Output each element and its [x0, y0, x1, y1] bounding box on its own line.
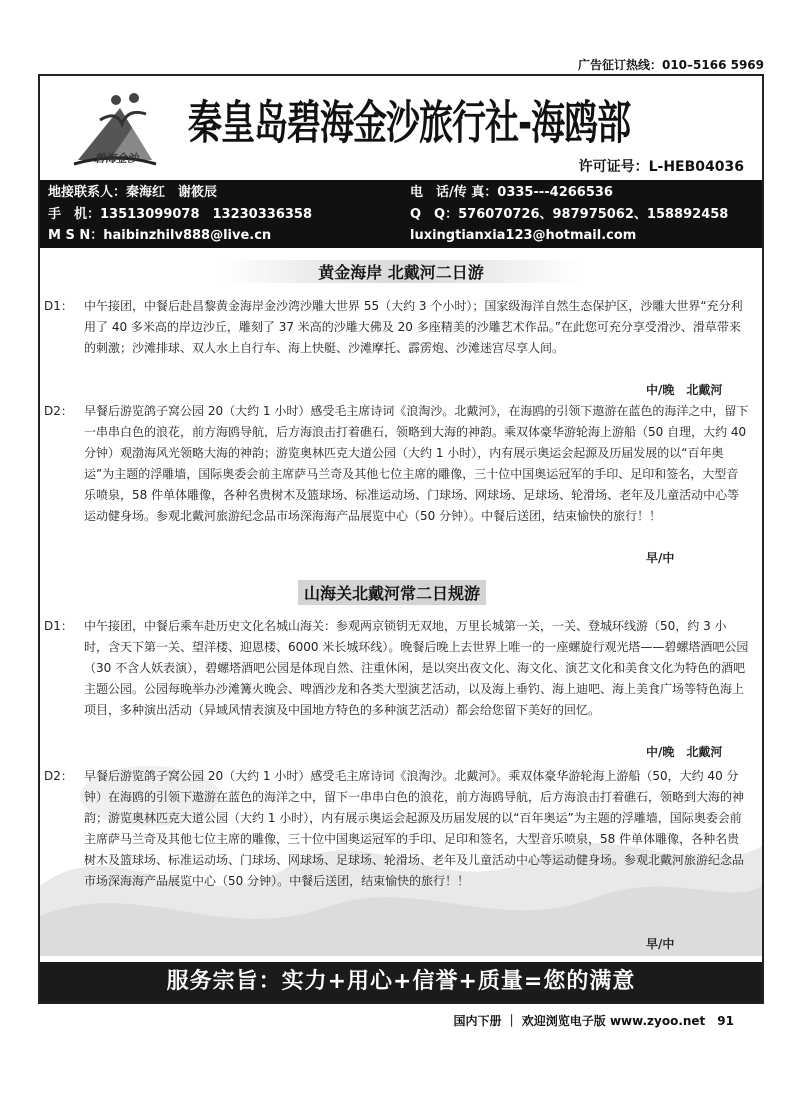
license-number: 许可证号：L-HEB04036: [578, 159, 744, 175]
tour1-d2-meal: 早/中: [646, 551, 675, 565]
tour1-d2-label: D2：: [44, 404, 73, 418]
mobile: 手 机：13513099078 13230336358: [48, 207, 312, 222]
msn: M S N：haibinzhilv888@live.cn: [48, 228, 272, 243]
tour1-d1-text: 中午接团，中餐后赴昌黎黄金海岸金沙湾沙雕大世界 55（大约 3 个小时）；国家级海洋自然生态保护区，沙雕大世界“充分利用了 40 多米高的岸边沙丘，雕刻了 37 米高的沙雕大佛及 20 多座精美的沙雕艺术作品。”在此您可充分享受滑沙、滑草带来的刺激；沙滩排球、双人水上自行车、海上快艇、沙滩摩托、霹雳炮、沙滩迷宫尽享人间。: [84, 299, 743, 355]
phone-fax: 电 话/传 真：0335---4266536: [410, 185, 613, 200]
ad-hotline: 广告征订热线：010–5166 5969: [577, 58, 764, 72]
qq: Q Q：576070726、987975062、158892458: [410, 207, 729, 222]
ad-frame: [38, 74, 764, 1004]
email: luxingtianxia123@hotmail.com: [410, 228, 637, 243]
tour2-d2-label: D2：: [44, 769, 73, 783]
tour1-d1-meal: 中/晚 北戴河: [646, 383, 723, 397]
tour2-d2-meal: 早/中: [646, 937, 675, 951]
contact-block: [40, 180, 762, 248]
logo-text: 碧海金沙: [94, 152, 138, 165]
tour2-d2-text: 早餐后游览鸽子窝公园 20（大约 1 小时）感受毛主席诗词《浪淘沙。北戴河》。乘双体豪华游轮海上游船（50，大约 40 分钟）在海鸥的引领下遨游在蓝色的海洋之中，留下一串串白色的浪花，前方海鸥导航，后方海浪击打着礁石，领略到大海的神韵；游览奥林匹克大道公园（大约 1 小时），内有展示奥运会起源及历届发展的以“百年奥运”为主题的浮雕墙，国际奥委会前主席萨马兰奇及其他七位主席的雕像，三十位中国奥运冠军的手印、足印和签名，大型音乐喷泉，58 件单体雕像，各种名贵树木及篮球场、标准运动场、门球场、网球场、足球场、轮滑场、老年及儿童活动中心等运动健身场。参观北戴河旅游纪念品市场深海海产品展览中心（50 分钟）。中餐后送团，结束愉快的旅行！！: [84, 769, 745, 888]
tour1-title: 黄金海岸 北戴河二日游: [40, 260, 762, 283]
page-footer: 国内下册 ｜ 欢迎浏览电子版 www.zyoo.net 91: [453, 1014, 734, 1028]
tour1-d2-text: 早餐后游览鸽子窝公园 20（大约 1 小时）感受毛主席诗词《浪淘沙。北戴河》，在海鸥的引领下遨游在蓝色的海洋之中，留下一串串白色的浪花，前方海鸥导航，后方海浪击打着礁石，领略到大海的神韵。乘双体豪华游轮海上游船（50 自理，大约 40 分钟）观渤海风光领略大海的神韵；游览奥林匹克大道公园（大约 1 小时），内有展示奥运会起源及历届发展的以“百年奥运”为主题的浮雕墙，国际奥委会前主席萨马兰奇及其他七位主席的雕像，三十位中国奥运冠军的手印、足印和签名，大型音乐喷泉，58 件单体雕像，各种名贵树木及篮球场、标准运动场、门球场、网球场、足球场、轮滑场、老年及儿童活动中心等运动健身场。参观北戴河旅游纪念品市场深海海产品展览中心（50 分钟）。中餐后送团，结束愉快的旅行！！: [84, 404, 749, 523]
tour2-d1-text: 中午接团，中餐后乘车赴历史文化名城山海关：参观两京锁钥无双地，万里长城第一关，一关、登城环线游（50，约 3 小时，含天下第一关、望洋楼、迎恩楼、6000 米长城环线）。晚餐后晚上去世界上唯一的一座螺旋行观光塔——碧螺塔酒吧公园（30 不含人妖表演），碧螺塔酒吧公园是体现自然、注重休闲，是以突出夜文化、海文化、演艺文化和美食文化为特色的酒吧主题公园。公园每晚举办沙滩篝火晚会、啤酒沙龙和各类大型演艺活动，以及海上垂钓、海上迪吧、海上美食广场等特色海上项目，多种演出活动（异域风情表演及中国地方特色的多种演艺活动）都会给您留下美好的回忆。: [84, 619, 749, 717]
contact-person: 地接联系人：秦海红 谢筱辰: [48, 185, 218, 200]
company-name: 秦皇岛碧海金沙旅行社-海鸥部: [188, 96, 631, 151]
tour2-d1-label: D1：: [44, 619, 73, 633]
tour1-d1-label: D1：: [44, 299, 73, 313]
tour2-d1-meal: 中/晚 北戴河: [646, 745, 723, 759]
tour2-title: 山海关北戴河常二日规游: [298, 580, 486, 605]
service-motto: 服务宗旨：实力+用心+信誉+质量=您的满意: [40, 962, 762, 1002]
